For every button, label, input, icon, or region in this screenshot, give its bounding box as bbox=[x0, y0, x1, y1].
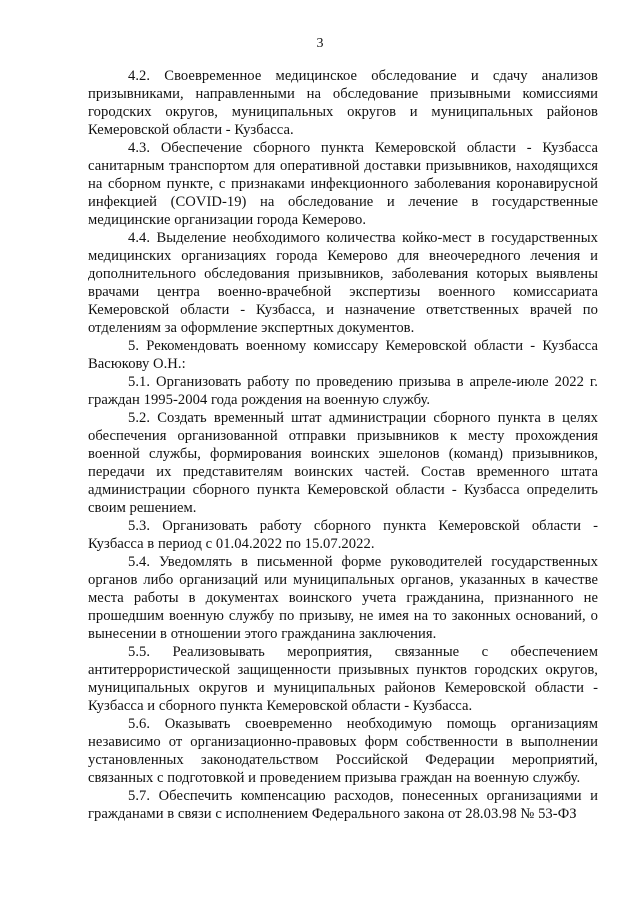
paragraph-5-1: 5.1. Организовать работу по проведению призыва в апреле-июле 2022 г. граждан 1995-2004 года рождения на военную службу. bbox=[88, 374, 598, 408]
paragraph-5: 5. Рекомендовать военному комиссару Кемеровской области - Кузбасса Васюкову О.Н.: bbox=[88, 338, 598, 372]
paragraph-5-5: 5.5. Реализовывать мероприятия, связанные с обеспечением антитеррористической защищенности призывных пунктов городских округов, муниципальных округов и муниципальных районов Кемеровской области - Кузбасса и сборного пункта Кемеровской области - Кузбасса. bbox=[88, 644, 598, 714]
paragraph-5-6: 5.6. Оказывать своевременно необходимую помощь организациям независимо от организационно-правовых форм собственности в выполнении установленных законодательством Российской Федерации мероприятий, связанных с подготовкой и проведением призыва граждан на военную службу. bbox=[88, 716, 598, 786]
paragraph-5-7: 5.7. Обеспечить компенсацию расходов, понесенных организациями и гражданами в связи с исполнением Федерального закона от 28.03.98 № 53-ФЗ bbox=[88, 788, 598, 822]
paragraph-5-2: 5.2. Создать временный штат администрации сборного пункта в целях обеспечения организованной отправки призывников к месту прохождения военной службы, формирования воинских эшелонов (команд) призывников, передачи их представителям воинских частей. Состав временного штата администрации сборного пункта Кемеровской области - Кузбасса определить своим решением. bbox=[88, 410, 598, 516]
document-body bbox=[88, 67, 598, 823]
paragraph-5-3: 5.3. Организовать работу сборного пункта Кемеровской области - Кузбасса в период с 01.04.2022 по 15.07.2022. bbox=[88, 518, 598, 552]
paragraph-4-2: 4.2. Своевременное медицинское обследование и сдачу анализов призывниками, направленными на обследование призывными комиссиями городских округов, муниципальных округов и муниципальных районов Кемеровской области - Кузбасса. bbox=[88, 68, 598, 138]
page-number: 3 bbox=[316, 36, 324, 51]
paragraph-5-4: 5.4. Уведомлять в письменной форме руководителей государственных органов либо организаций или муниципальных органов, указанных в качестве места работы в документах воинского учета гражданина, признанного не прошедшим военную службу по призыву, не имея на то законных оснований, о вынесении в отношении этого гражданина заключения. bbox=[88, 554, 598, 642]
paragraph-4-3: 4.3. Обеспечение сборного пункта Кемеровской области - Кузбасса санитарным транспортом для оперативной доставки призывников, находящихся на сборном пункте, с признаками инфекционного заболевания коронавирусной инфекцией (COVID-19) на обследование и лечение в государственные медицинские организации города Кемерово. bbox=[88, 140, 598, 228]
paragraph-4-4: 4.4. Выделение необходимого количества койко-мест в государственных медицинских организациях города Кемерово для внеочередного лечения и дополнительного обследования призывников, заболевания которых выявлены врачами центра военно-врачебной экспертизы военного комиссариата Кемеровской области - Кузбасса, и назначение ответственных врачей по отделениям за оформление экспертных документов. bbox=[88, 230, 598, 336]
